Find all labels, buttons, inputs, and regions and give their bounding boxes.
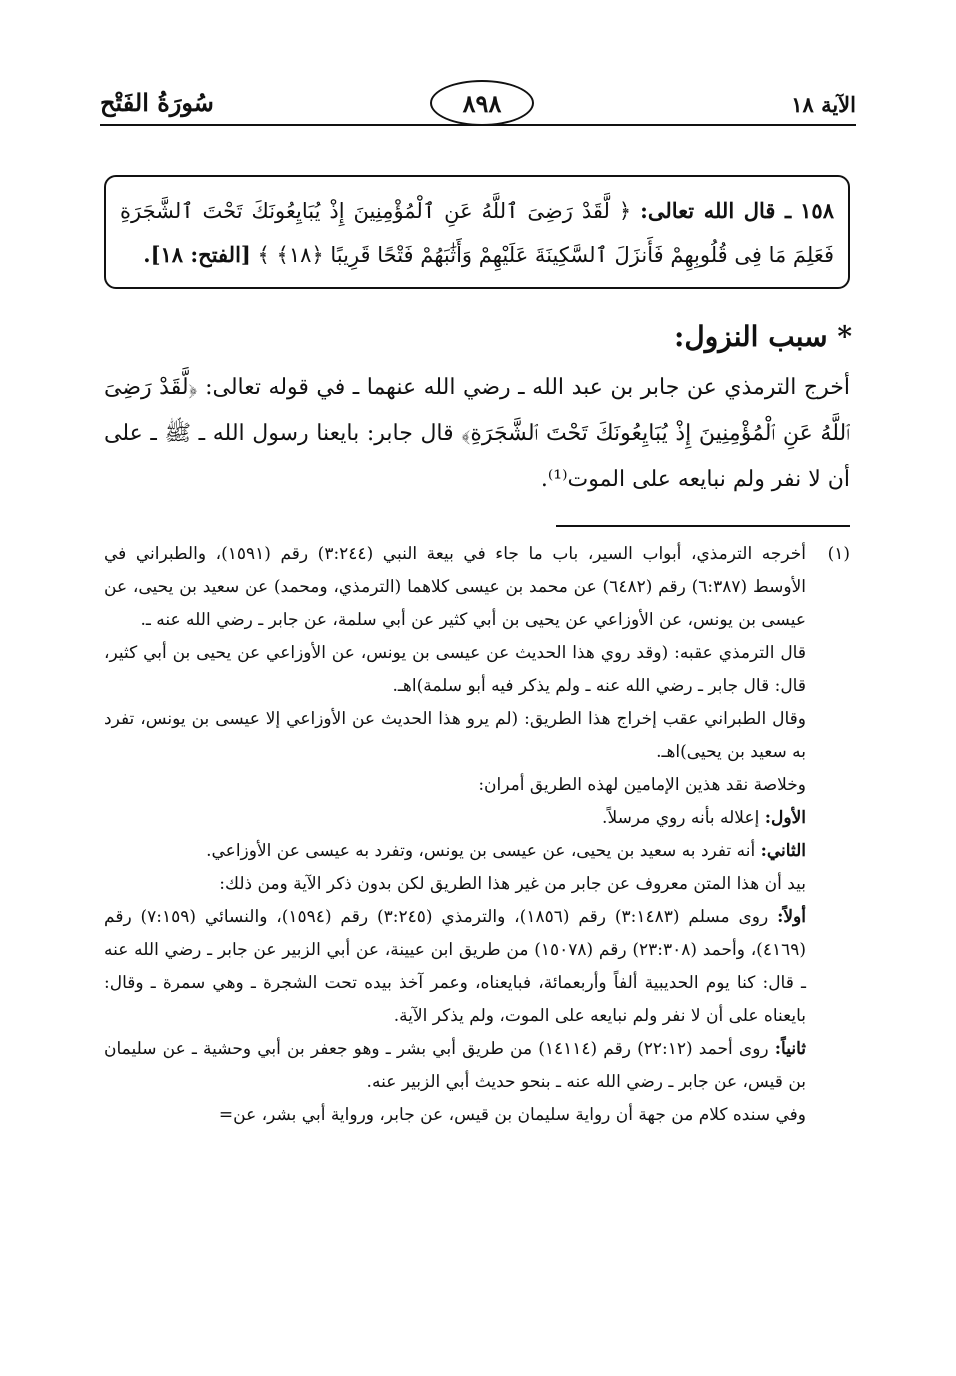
footnote-paragraph: وخلاصة نقد هذين الإمامين لهذه الطريق أمران: bbox=[478, 775, 806, 795]
footnote-paragraph: أخرجه الترمذي، أبواب السير، باب ما جاء في بيعة النبي (٣:٢٤٤) رقم (١٥٩١)، والطبراني في الأوسط (٦:٣٨٧) رقم (٦٤٨٢) عن محمد بن عيسى كلاهما (الترمذي، ومحمد) عن سعيد بن يحيى، عن عيسى بن يونس، عن الأوزاعي عن يحيى بن أبي كثير عن أبي سلمة، عن جابر ـ رضي الله عنه ـ. bbox=[104, 544, 806, 630]
verse-label: الآية ١٨ bbox=[791, 92, 856, 117]
footnote-body bbox=[104, 538, 806, 1132]
verse-box-verse: ﴿ لَّقَدْ رَضِىَ ٱللَّهُ عَنِ ٱلْمُؤْمِنِينَ إِذْ يُبَايِعُونَكَ تَحْتَ ٱلشَّجَرَةِ فَعَلِمَ مَا فِى قُلُوبِهِمْ فَأَنزَلَ ٱلسَّكِينَةَ عَلَيْهِمْ وَأَثَٰبَهُمْ فَتْحًا قَرِيبًا ﴿١٨﴾ ﴾ bbox=[120, 199, 834, 267]
page-number-text: ٨٩٨ bbox=[462, 88, 502, 118]
footnote-marker: (١) bbox=[827, 544, 850, 564]
footnote-paragraph: أولاً: روى مسلم (٣:١٤٨٣) رقم (١٨٥٦)، والترمذي (٣:٢٤٥) رقم (١٥٩٤)، والنسائي (٧:١٥٩) رقم (٤١٦٩)، وأحمد (٢٣:٣٠٨) رقم (١٥٠٧٨) من طريق ابن عيينة، عن أبي الزبير عن جابر ـ رضي الله عنه ـ قال: كنا يوم الحديبية ألفاً وأربعمائة، فبايعناه، وعمر آخذ بيده تحت الشجرة ـ وهي سمرة ـ وقال: بايعناه على أن لا نفر ولم نبايعه على الموت، ولم يذكر الآية. bbox=[104, 907, 806, 1026]
verse-box: ١٥٨ ـ قال الله تعالى: ﴿ لَّقَدْ رَضِىَ ٱللَّهُ عَنِ ٱلْمُؤْمِنِينَ إِذْ يُبَايِعُونَكَ تَحْتَ ٱلشَّجَرَةِ فَعَلِمَ مَا فِى قُلُوبِهِمْ فَأَنزَلَ ٱلسَّكِينَةَ عَلَيْهِمْ وَأَثَٰبَهُمْ فَتْحًا قَرِيبًا ﴿١٨﴾ ﴾ [الفتح: ١٨]. bbox=[104, 175, 850, 289]
footnote-paragraph: الأول: إعلاله بأنه روي مرسلاً. bbox=[602, 808, 806, 828]
main-paragraph: أخرج الترمذي عن جابر بن عبد الله ـ رضي الله عنهما ـ في قوله تعالى: ﴿لَّقَدْ رَضِىَ ٱللَّهُ عَنِ ٱلْمُؤْمِنِينَ إِذْ يُبَايِعُونَكَ تَحْتَ ٱلشَّجَرَةِ﴾ قال جابر: بايعنا رسول الله ـ ﷺ ـ على أن لا نفر ولم نبايعه على الموت⁽¹⁾. bbox=[104, 375, 850, 492]
verse-box-number: ١٥٨ bbox=[800, 198, 834, 223]
verse-box-reference: [الفتح: ١٨]. bbox=[143, 242, 251, 267]
footnote-paragraph: بيد أن هذا المتن معروف عن جابر من غير هذا الطريق لكن بدون ذكر الآية ومن ذلك: bbox=[219, 874, 806, 894]
footnote-paragraph: قال الترمذي عقبه: (وقد روي هذا الحديث عن عيسى بن يونس، عن الأوزاعي عن يحيى بن أبي كثير، قال: قال جابر ـ رضي الله عنه ـ ولم يذكر فيه أبو سلمة)اهـ. bbox=[104, 643, 806, 696]
verse-box-intro: قال الله تعالى: bbox=[640, 198, 776, 223]
footnotes bbox=[104, 538, 850, 1132]
footnote-paragraph: وفي سنده كلام من جهة أن رواية سليمان بن قيس، عن جابر، ورواية أبي بشر، عن= bbox=[218, 1105, 806, 1125]
header-divider bbox=[100, 124, 856, 126]
footnote-paragraph: ثانياً: روى أحمد (٢٢:١٢) رقم (١٤١١٤) من طريق أبي بشر ـ وهو جعفر بن أبي وحشية ـ عن سليمان بن قيس، عن جابر ـ رضي الله عنه ـ بنحو حديث أبي الزبير عنه. bbox=[104, 1039, 806, 1092]
footnote-paragraph: وقال الطبراني عقب إخراج هذا الطريق: (لم يرو هذا الحديث عن الأوزاعي إلا عيسى بن يونس، تفرد به سعيد بن يحيى)اهـ. bbox=[104, 709, 806, 762]
footnote-paragraph: الثاني: أنه تفرد به سعيد بن يحيى، عن عيسى بن يونس، وتفرد به عيسى عن الأوزاعي. bbox=[206, 841, 806, 861]
surah-title: سُورَةُ الفَتْح bbox=[100, 88, 214, 117]
page-number bbox=[430, 80, 534, 126]
footnote-divider bbox=[556, 525, 850, 527]
section-heading: * سبب النزول: bbox=[674, 320, 852, 353]
